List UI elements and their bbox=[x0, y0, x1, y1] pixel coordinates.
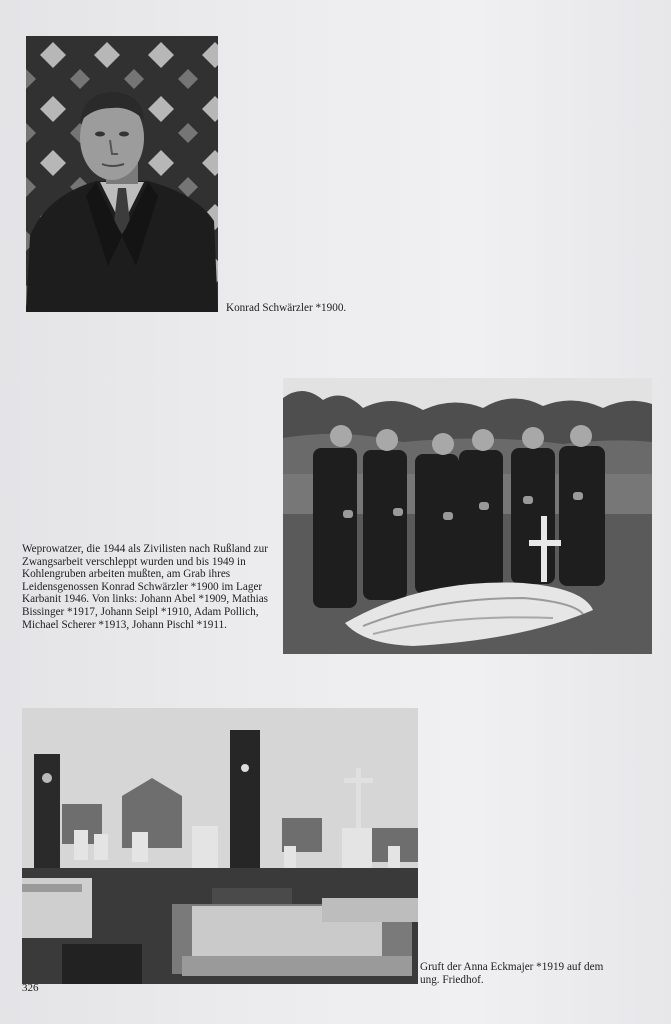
page-number: 326 bbox=[22, 982, 39, 994]
cemetery-crypt-photo bbox=[22, 708, 418, 984]
portrait-photo bbox=[26, 36, 218, 312]
group-photo-caption: Weprowatzer, die 1944 als Zivilisten nach Rußland zur Zwangsarbeit verschleppt wurden und bis 1949 in Kohlengruben arbeiten mußten, am Grab ihres Leidensgenossen Konrad Schwärzler *1900 im Lager Karbanit 1946. Von links: Johann Abel *1909, Mathias Bissinger *1917, Johann Seipl *1910, Adam Pollich, Michael Scherer *1913, Johann Pischl *1911. bbox=[22, 543, 269, 631]
portrait-caption: Konrad Schwärzler *1900. bbox=[226, 302, 347, 314]
crypt-photo-caption: Gruft der Anna Eckmajer *1919 auf dem ung. Friedhof. bbox=[420, 961, 604, 986]
group-at-grave-photo bbox=[283, 378, 652, 654]
